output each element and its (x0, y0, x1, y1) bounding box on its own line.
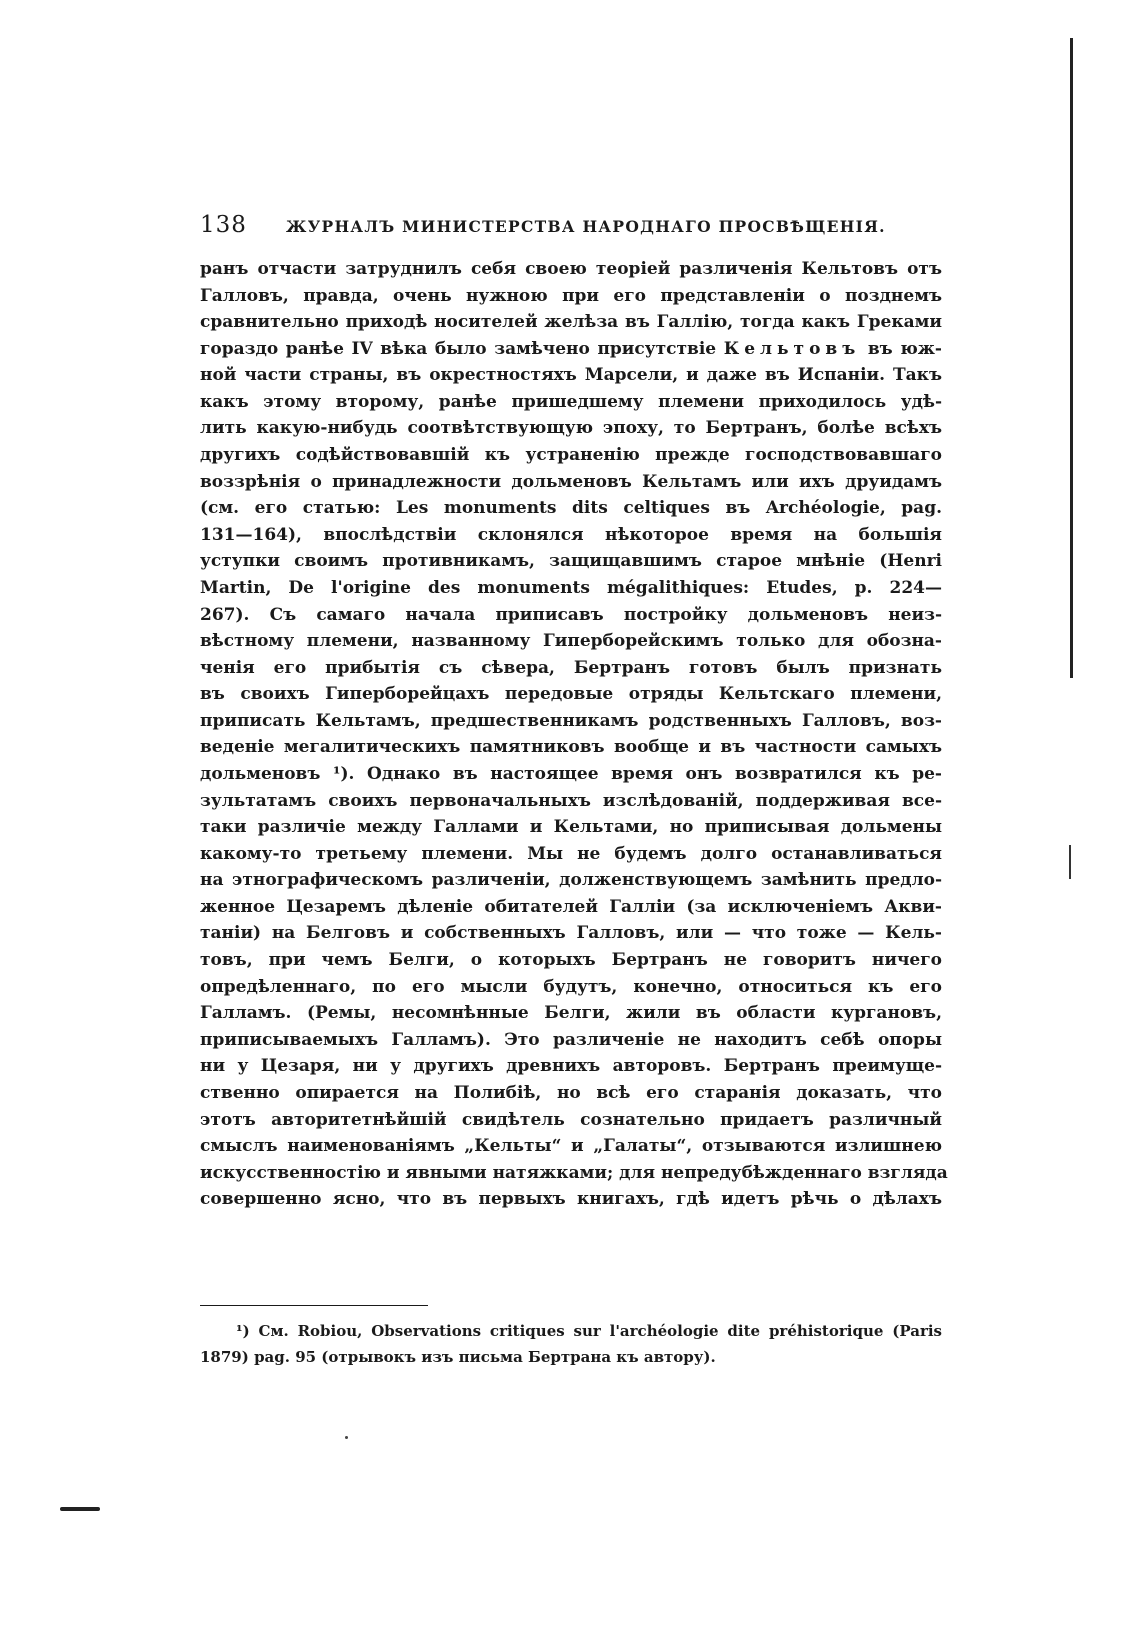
text-line (200, 336, 942, 363)
text-line: на этнографическомъ различеніи, долженствующемъ замѣнить предло- (200, 870, 942, 891)
footnote (200, 1318, 942, 1370)
text-line: ной части страны, въ окрестностяхъ Марсели, и даже въ Испаніи. Такъ (200, 365, 942, 386)
running-head: ЖУРНАЛЪ МИНИСТЕРСТВА НАРОДНАГО ПРОСВѢЩЕНІЯ. (286, 217, 886, 236)
page-number: 138 (200, 212, 247, 238)
text-line: воззрѣнія о принадлежности дольменовъ Кельтамъ или ихъ друидамъ (200, 471, 942, 492)
text-line: (см. его статью: Les monuments dits celtiques въ Archéologie, pag. (200, 498, 942, 519)
text-line: ранъ отчасти затруднилъ себя своею теоріей различенія Кельтовъ отъ (200, 259, 942, 279)
page-header (200, 212, 940, 246)
text-line: Галловъ, правда, очень нужною при его представленіи о позднемъ (200, 285, 942, 306)
text-line: смыслъ наименованіямъ „Кельты“ и „Галаты“, отзываются излишнею (200, 1136, 942, 1157)
spaced-emphasis: Кельтовъ (723, 338, 861, 359)
text-line: Martin, De l'origine des monuments mégalithiques: Etudes, p. 224— (200, 577, 942, 598)
text-line: приписываемыхъ Галламъ). Это различеніе не находитъ себѣ опоры (200, 1029, 942, 1050)
footnote-line: 1879) pag. 95 (отрывокъ изъ письма Бертрана къ автору). (200, 1348, 716, 1366)
text-line: женное Цезаремъ дѣленіе обитателей Галліи (за исключеніемъ Акви- (200, 896, 942, 917)
footnote-divider (200, 1305, 428, 1306)
text-line-part: гораздо ранѣе IV вѣка было замѣчено присутствіе (200, 338, 717, 359)
text-line: приписать Кельтамъ, предшественникамъ родственныхъ Галловъ, воз- (200, 710, 942, 731)
text-line: товъ, при чемъ Белги, о которыхъ Бертранъ не говоритъ ничего (200, 950, 942, 971)
scan-artifact-dot (345, 1436, 348, 1439)
text-line: зультатамъ своихъ первоначальныхъ изслѣдованій, поддерживая все- (200, 790, 942, 811)
footnote-line: ¹) См. Robiou, Observations critiques sur l'archéologie dite préhistorique (Paris (236, 1322, 942, 1340)
text-line: опредѣленнаго, по его мысли будутъ, конечно, относиться къ его (200, 976, 942, 997)
text-line: другихъ содѣйствовавшій къ устраненію прежде господствовавшаго (200, 445, 942, 466)
text-line: Галламъ. (Ремы, несомнѣнные Белги, жили въ области кургановъ, (200, 1003, 942, 1024)
body-text (200, 256, 948, 1213)
text-line: таки различіе между Галлами и Кельтами, но приписывая дольмены (200, 817, 942, 838)
text-line: искусственностію и явными натяжками; для непредубѣжденнаго взгляда (200, 1162, 948, 1183)
scan-edge-mark (1069, 845, 1071, 879)
text-line: этотъ авторитетнѣйшій свидѣтель сознательно придаетъ различный (200, 1109, 942, 1130)
text-line: сравнительно приходѣ носителей желѣза въ Галлію, тогда какъ Греками (200, 312, 942, 333)
text-line: веденіе мегалитическихъ памятниковъ вообще и въ частности самыхъ (200, 737, 942, 758)
scan-artifact-dash (60, 1507, 100, 1511)
text-line: лить какую-нибудь соотвѣтствующую эпоху, то Бертранъ, болѣе всѣхъ (200, 418, 942, 439)
text-line-part: въ юж- (867, 338, 942, 359)
text-line: 131—164), впослѣдствіи склонялся нѣкоторое время на большія (200, 524, 942, 545)
text-line: какому-то третьему племени. Мы не будемъ долго останавливаться (200, 843, 942, 864)
text-line: таніи) на Белговъ и собственныхъ Галловъ, или — что тоже — Кель- (200, 923, 942, 944)
text-line: вѣстному племени, названному Гиперборейскимъ только для обозна- (200, 631, 942, 652)
text-line: совершенно ясно, что въ первыхъ книгахъ, гдѣ идетъ рѣчь о дѣлахъ (200, 1189, 942, 1210)
scan-edge-shadow (1070, 38, 1073, 678)
text-line: въ своихъ Гиперборейцахъ передовые отряды Кельтскаго племени, (200, 684, 942, 705)
text-line: дольменовъ ¹). Однако въ настоящее время онъ возвратился къ ре- (200, 763, 942, 784)
text-line: ни у Цезаря, ни у другихъ древнихъ авторовъ. Бертранъ преимуще- (200, 1056, 942, 1077)
text-line: какъ этому второму, ранѣе пришедшему племени приходилось удѣ- (200, 391, 942, 412)
text-line: уступки своимъ противникамъ, защищавшимъ старое мнѣніе (Henri (200, 551, 942, 572)
text-line: 267). Съ самаго начала приписавъ постройку дольменовъ неиз- (200, 604, 942, 625)
text-line: ченія его прибытія съ сѣвера, Бертранъ готовъ былъ признать (200, 657, 942, 678)
text-line: ственно опирается на Полибіѣ, но всѣ его старанія доказать, что (200, 1082, 942, 1103)
